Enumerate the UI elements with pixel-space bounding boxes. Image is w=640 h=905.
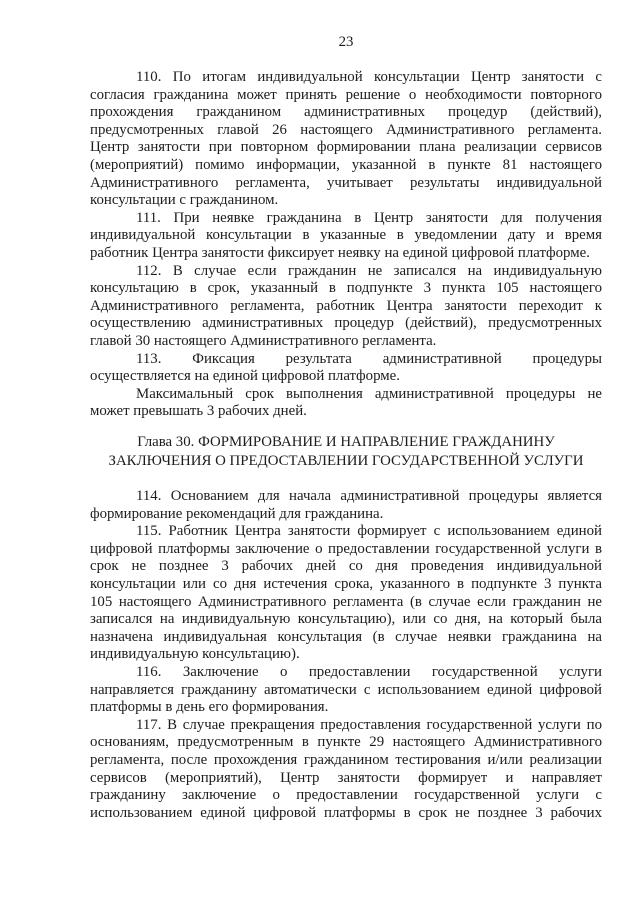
- paragraph-line: 113. Фиксация результата административной процедуры: [136, 350, 602, 367]
- paragraph-line: (мероприятий) помимо информации, указанной в пункте 81 настоящего: [90, 156, 602, 173]
- paragraph-line: консультацию в срок, указанный в подпункте 3 пункта 105 настоящего: [90, 280, 602, 297]
- paragraph-line: прохождения гражданином административных процедур (действий),: [90, 104, 602, 121]
- paragraph-line: Центр занятости при повторном формировании плана реализации сервисов: [90, 139, 602, 156]
- paragraph: [90, 488, 602, 523]
- paragraph-line: Административного регламента, работник Центра занятости переходит к: [90, 297, 602, 314]
- chapter-heading: [90, 433, 602, 470]
- paragraph-line: 112. В случае если гражданин не записался на индивидуальную: [136, 262, 602, 279]
- paragraph: [90, 717, 602, 823]
- paragraph-line: направляется гражданину автоматически с использованием единой цифровой: [90, 681, 602, 698]
- paragraph-line: записался на индивидуальную консультацию), или со дня, на который была: [90, 611, 602, 628]
- page-number: 23: [338, 34, 354, 50]
- paragraph-line: формирование рекомендаций для гражданина.: [90, 505, 384, 522]
- paragraph-line: консультации с гражданином.: [90, 192, 279, 209]
- paragraph-line: гражданину заключение о предоставлении государственной услуги с: [90, 787, 602, 804]
- paragraph-line: срок не позднее 3 рабочих дней со дня проведения индивидуальной: [90, 558, 602, 575]
- paragraph-line: использованием единой цифровой платформы в срок не позднее 3 рабочих: [90, 804, 602, 821]
- paragraph-line: 117. В случае прекращения предоставления государственной услуги по: [136, 716, 602, 733]
- paragraph-line: может превышать 3 рабочих дней.: [90, 403, 307, 420]
- paragraph-line: цифровой платформы заключение о предоставлении государственной услуги в: [90, 540, 602, 557]
- paragraph-line: основаниям, предусмотренным в пункте 29 настоящего Административного: [90, 734, 602, 751]
- paragraph: [90, 210, 602, 263]
- paragraph-line: назначена индивидуальная консультация (в случае неявки гражданина на: [90, 628, 602, 645]
- paragraph-line: главой 30 настоящего Административного регламента.: [90, 332, 437, 349]
- paragraph-line: 110. По итогам индивидуальной консультации Центр занятости с: [136, 69, 602, 85]
- paragraph-line: 114. Основанием для начала административной процедуры является: [136, 488, 602, 504]
- paragraph: [90, 263, 602, 351]
- paragraph-line: работник Центра занятости фиксирует неявку на единой цифровой платформе.: [90, 244, 590, 261]
- paragraphs-after-chapter: [90, 488, 602, 822]
- chapter-heading-line: Глава 30. ФОРМИРОВАНИЕ И НАПРАВЛЕНИЕ ГРАЖДАНИНУ: [137, 434, 555, 450]
- paragraph-line: 111. При неявке гражданина в Центр занятости для получения: [136, 209, 602, 226]
- paragraph-line: платформы в день его формирования.: [90, 699, 329, 716]
- paragraph-line: 116. Заключение о предоставлении государственной услуги: [136, 663, 602, 680]
- paragraph-line: Максимальный срок выполнения административной процедуры не: [136, 385, 602, 402]
- paragraph: [90, 351, 602, 386]
- paragraph-line: сервисов (мероприятий), Центр занятости формирует и направляет: [90, 769, 602, 786]
- chapter-heading-line: ЗАКЛЮЧЕНИЯ О ПРЕДОСТАВЛЕНИИ ГОСУДАРСТВЕННОЙ УСЛУГИ: [108, 452, 584, 469]
- paragraphs-before-chapter: [90, 69, 602, 421]
- paragraph-line: предусмотренных главой 26 настоящего Административного регламента.: [90, 121, 602, 138]
- paragraph-line: осуществлению административных процедур (действий), предусмотренных: [90, 315, 602, 332]
- paragraph-line: регламента, после прохождения гражданином тестирования и/или реализации: [90, 751, 602, 768]
- paragraph-line: 105 настоящего Административного регламента (в случае если гражданин не: [90, 593, 602, 610]
- paragraph-line: осуществляется на единой цифровой платформе.: [90, 368, 400, 385]
- paragraph-line: индивидуальной консультации в указанные в уведомлении дату и время: [90, 227, 602, 244]
- paragraph-line: консультации или со дня истечения срока, указанного в подпункте 3 пункта: [90, 575, 602, 592]
- paragraph: [90, 386, 602, 421]
- paragraph-line: 115. Работник Центра занятости формирует с использованием единой: [136, 523, 602, 540]
- paragraph: [90, 523, 602, 664]
- paragraph: [90, 69, 602, 210]
- paragraph-line: индивидуальную консультацию).: [90, 646, 300, 663]
- paragraph: [90, 664, 602, 717]
- paragraph-line: Административного регламента, учитывает результаты индивидуальной: [90, 174, 602, 191]
- paragraph-line: согласия гражданина может принять решение о необходимости повторного: [90, 86, 602, 103]
